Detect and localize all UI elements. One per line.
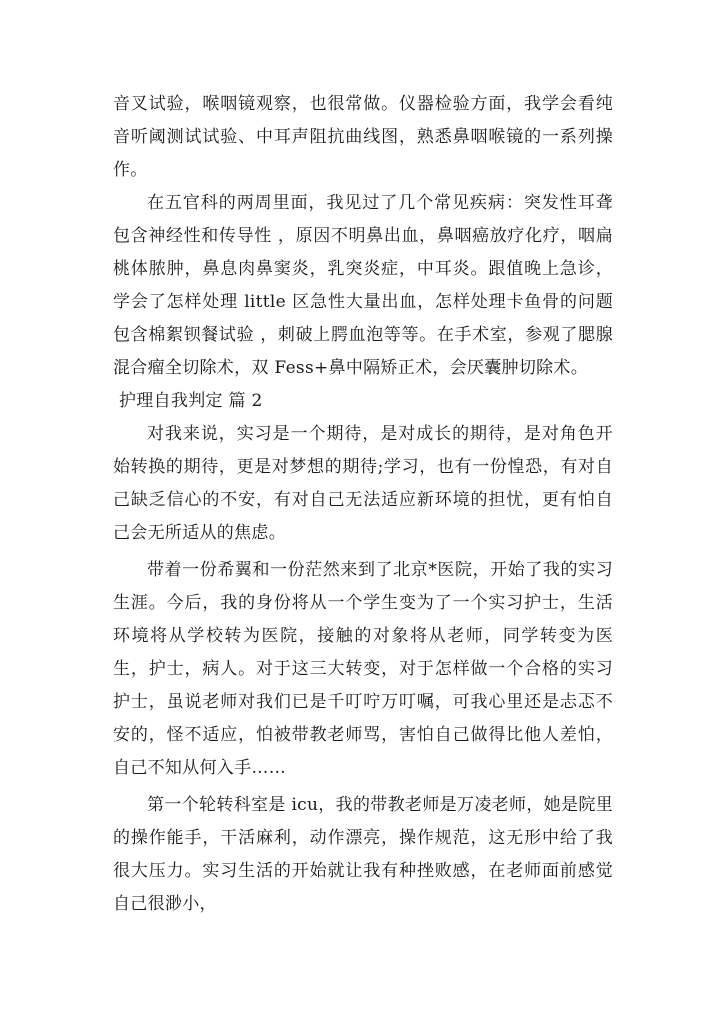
paragraph-4: 带着一份希翼和一份茫然来到了北京*医院，开始了我的实习生涯。今后，我的身份将从一个学生变为了一个实习护士，生活环境将从学校转为医院，接触的对象将从老师，同学转变为医生，护士，病人。对于这三大转变，对于怎样做一个合格的实习护士，虽说老师对我们已是千叮咛万叮嘱，可我心里还是忐忑不安的，怪不适应，怕被带教老师骂，害怕自己做得比他人差怕，自己不知从何入手…… [113,560,613,778]
document-body [113,88,613,921]
paragraph-5: 第一个轮转科室是 icu，我的带教老师是万凌老师，她是院里的操作能手，干活麻利，动作漂亮，操作规范，这无形中给了我很大压力。实习生活的开始就让我有种挫败感，在老师面前感觉自己很渺小， [113,795,613,914]
paragraph-1: 音叉试验，喉咽镜观察，也很常做。仪器检验方面，我学会看纯音听阈测试试验、中耳声阻抗曲线图，熟悉鼻咽喉镜的一系列操作。 [113,94,613,180]
paragraph-3: 对我来说，实习是一个期待，是对成长的期待，是对角色开始转换的期待，更是对梦想的期待;学习，也有一份惶恐，有对自己缺乏信心的不安，有对自己无法适应新环境的担忧，更有怕自己会无所适从的焦虑。 [113,424,613,543]
section-heading: 护理自我判定 篇 2 [119,391,263,411]
paragraph-2: 在五官科的两周里面，我见过了几个常见疾病：突发性耳聋 包含神经性和传导性 ，原因不明鼻出血，鼻咽癌放疗化疗，咽扁桃体脓肿，鼻息肉鼻窦炎，乳突炎症，中耳炎。跟值晚上急诊，学会了怎样处理 little 区急性大量出血，怎样处理卡鱼骨的问题 包含棉絮钡餐试验 ，刺破上腭血泡等等。在手术室，参观了腮腺混合瘤全切除术，双 Fess+鼻中隔矫正术，会厌囊肿切除术。 [113,193,613,378]
